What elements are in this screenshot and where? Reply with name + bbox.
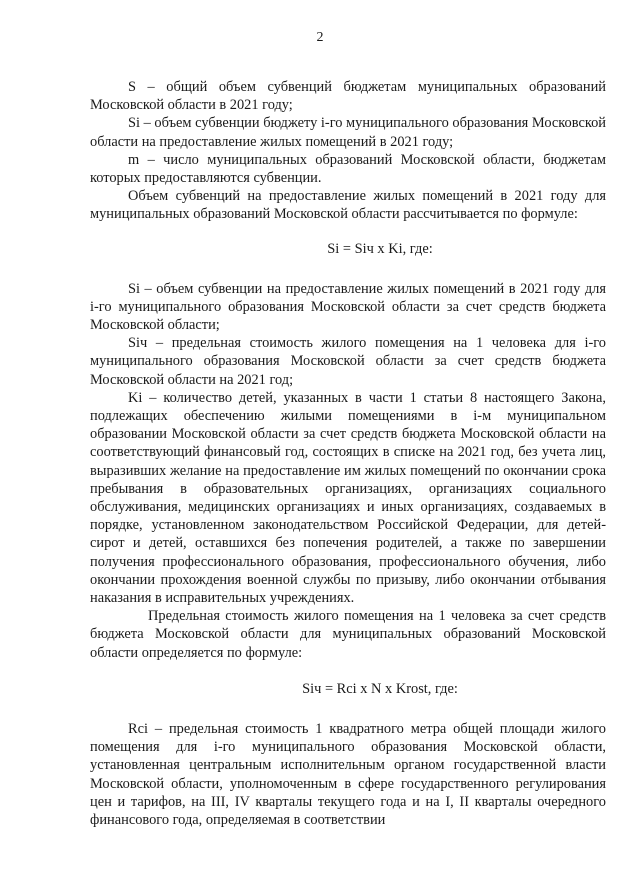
formula-intro-paragraph: Объем субвенций на предоставление жилых помещений в 2021 году для муниципальных образований Московской области рассчитывается по формуле: (90, 188, 606, 223)
definition-m: m – число муниципальных образований Московской области, бюджетам которых предоставляются субвенции. (90, 151, 606, 187)
cost-formula-intro-paragraph: Предельная стоимость жилого помещения на 1 человека за счет средств бюджета Московской области для муниципальных образований Московской области определяется по формуле: (90, 608, 606, 661)
formula-si: Si = Siч x Ki, где: (327, 240, 433, 257)
definition-ki: Ki – количество детей, указанных в части 1 статьи 8 настоящего Закона, подлежащих обеспечению жилыми помещениями в i-м муниципальном образовании Московской области за счет средств бюджета Московской области на соответствующий финансовый год, состоящих в списке на 2021 год, без учета лиц, выразивших желание на предоставление им жилых помещений по окончании срока пребывания в образовательных организациях, организациях социального обслуживания, медицинских организациях и иных организациях, создаваемых в порядке, установленном законодательством Российской Федерации, для детей-сирот и детей, оставшихся без попечения родителей, а также по завершении получения профессионального образования, профессионального обучения, либо окончании прохождения военной службы по призыву, либо окончании отбывания наказания в исправительных учреждениях. (90, 389, 606, 607)
definition-sich: Siч – предельная стоимость жилого помещения на 1 человека для i-го муниципального образования Московской области за счет средств бюджета Московской области на 2021 год; (90, 335, 606, 388)
page-number: 2 (316, 30, 324, 45)
definition-s: S – общий объем субвенций бюджетам муниципальных образований Московской области в 2021 году; (90, 79, 606, 114)
definition-si-volume: Si – объем субвенции на предоставление жилых помещений в 2021 году для i-го муниципального образования Московской области за счет средств бюджета Московской области; (90, 280, 606, 334)
document-body (90, 78, 606, 829)
definition-rci: Rci – предельная стоимость 1 квадратного метра общей площади жилого помещения для i-го муниципального образования Московской области, установленная центральным исполнительным органом государственной власти Московской области, уполномоченным в сфере государственного регулирования цен и тарифов, на III, IV кварталы текущего года и на I, II кварталы очередного финансового года, определяемая в соответствии (90, 720, 606, 828)
definition-si: Si – объем субвенции бюджету i-го муниципального образования Московской области на предоставление жилых помещений в 2021 году; (90, 115, 606, 150)
formula-sich: Siч = Rci x N x Krost, где: (302, 680, 458, 697)
